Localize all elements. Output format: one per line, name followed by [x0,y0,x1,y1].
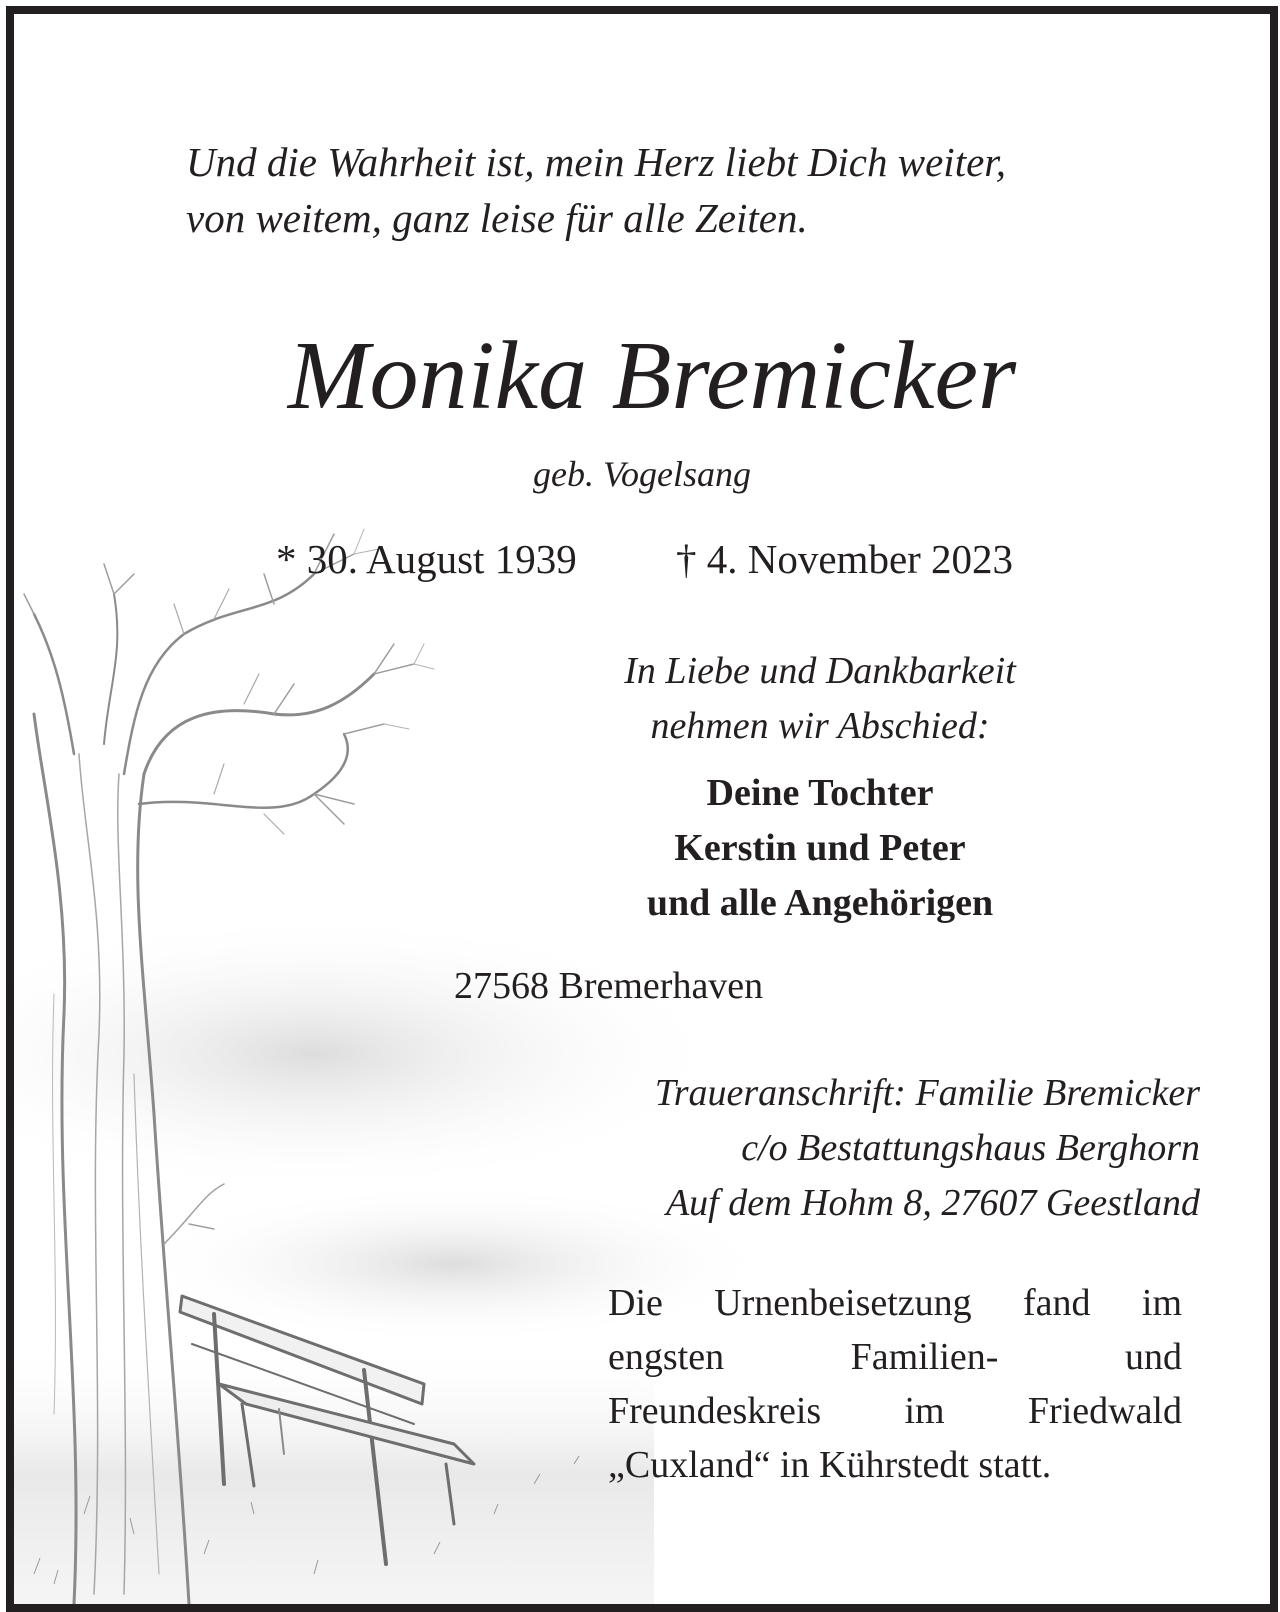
address-line: c/o Bestattungshaus Berghorn [741,1127,1200,1169]
memorial-quote [186,134,1006,246]
mist-shading [14,914,734,1194]
quote-line: Und die Wahrheit ist, mein Herz liebt Dich weiter, [186,139,1006,185]
mourning-address [655,1066,1200,1231]
city: 27568 Bremerhaven [454,965,764,1007]
quote-line: von weitem, ganz leise für alle Zeiten. [186,195,808,241]
burial-line: Freundeskreis im Friedwald [608,1390,1182,1432]
death-date: † 4. November 2023 [676,536,1014,582]
mourner-line: Deine Tochter [706,772,934,814]
ground-shading [14,1344,654,1604]
burial-line: Die Urnenbeisetzung fand im [608,1282,1182,1324]
maiden-name: geb. Vogelsang [533,454,751,494]
burial-line: engsten Familien- und [608,1336,1182,1378]
mourner-line: Kerstin und Peter [674,827,966,869]
deceased-name: Monika Bremicker [287,322,1017,430]
mourners [574,766,1066,931]
burial-notice [608,1276,1182,1492]
farewell-line: In Liebe und Dankbarkeit [624,650,1016,692]
burial-line: „Cuxland“ in Kührstedt statt. [608,1444,1052,1486]
farewell-text [574,644,1066,754]
birth-date: * 30. August 1939 [276,536,577,582]
address-line: Auf dem Hohm 8, 27607 Geestland [665,1182,1200,1224]
mourner-line: und alle Angehörigen [646,882,994,924]
farewell-line: nehmen wir Abschied: [650,705,990,747]
obituary-notice [6,6,1278,1612]
address-line: Traueranschrift: Familie Bremicker [654,1072,1200,1114]
